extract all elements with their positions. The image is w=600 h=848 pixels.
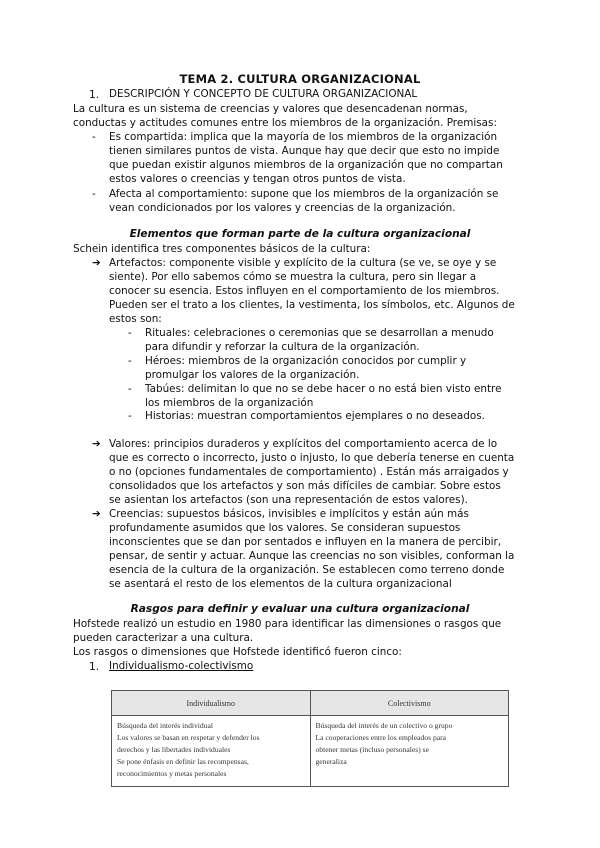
creencias-paragraph — [109, 507, 589, 592]
section-1-intro — [73, 102, 593, 130]
text-line: Héroes: miembros de la organización conocidos por cumplir y — [145, 355, 467, 367]
text-line: estos valores o creencias y tengan otros puntos de vista. — [109, 173, 406, 186]
section-2-heading: Elementos que forman parte de la cultura organizacional — [129, 228, 471, 240]
text-line: vean condicionados por los valores y creencias de la organización. — [109, 202, 456, 215]
text-line: Tabúes: delimitan lo que no se debe hacer o no está bien visto entre — [145, 383, 502, 395]
section-1-number: 1. — [89, 89, 100, 101]
section-1-heading: DESCRIPCIÓN Y CONCEPTO DE CULTURA ORGANIZACIONAL — [109, 88, 418, 100]
cell-line: generaliza — [315, 757, 347, 766]
table-header-row — [112, 691, 509, 716]
cell-line: La cooperaciones entre los empleados para — [315, 733, 447, 742]
text-line: Afecta al comportamiento: supone que los miembros de la organización se — [109, 188, 499, 200]
text-line: Historias: muestran comportamientos ejemplares o no deseados. — [145, 410, 485, 422]
text-line: los miembros de la organización — [145, 397, 314, 410]
text-line: consolidados que los artefactos y son más difíciles de cambiar. Sobre estos — [109, 480, 501, 493]
cell-line: derechos y las libertades individuales — [117, 745, 231, 754]
text-line: que puedan existir algunos miembros de la organización que no compartan — [109, 159, 503, 172]
text-line: conocer su esencia. Estos influyen en el comportamiento de los miembros. — [109, 285, 500, 298]
sub-item-rituales — [145, 326, 585, 354]
text-line: estos son: — [109, 313, 162, 326]
bullet-compartida — [109, 130, 589, 186]
arrow-bullet-icon: ➔ — [92, 508, 101, 520]
document-title: TEMA 2. CULTURA ORGANIZACIONAL — [179, 72, 421, 86]
text-line: tienen similares puntos de vista. Aunque hay que decir que esto no impide — [109, 145, 500, 158]
text-line: que es correcto o incorrecto, justo o injusto, lo que debería tenerse en cuenta — [109, 452, 515, 465]
text-line: o no (opciones fundamentales de comportamiento) . Están más arraigados y — [109, 466, 509, 479]
column-header-colectivismo: Colectivismo — [310, 691, 509, 716]
bullet-dash: - — [92, 188, 96, 200]
valores-paragraph — [109, 437, 589, 507]
text-line: Artefactos: componente visible y explícito de la cultura (se ve, se oye y se — [109, 257, 497, 269]
cell-line: Búsqueda del interés individual — [117, 721, 213, 730]
cell-line: Búsqueda del interés de un colectivo o grupo — [315, 721, 453, 730]
cell-line: Los valores se basan en respetar y defender los — [117, 733, 260, 742]
cell-line: obtener metas (incluso personales) se — [315, 745, 429, 754]
column-header-individualismo: Individualismo — [112, 691, 311, 716]
cell-colectivismo — [310, 716, 509, 787]
arrow-bullet-icon: ➔ — [92, 438, 101, 450]
cell-individualismo — [112, 716, 311, 787]
list-item-individualismo-colectivismo: Individualismo-colectivismo — [109, 660, 254, 672]
cell-line: Se pone énfasis en definir las recompensas, — [117, 757, 249, 766]
text-line: pueden caracterizar a una cultura. — [73, 632, 254, 645]
sub-item-heroes — [145, 354, 585, 382]
text-line: conductas y actitudes comunes entre los miembros de la organización. Premisas: — [73, 117, 497, 130]
section-3-intro — [73, 617, 593, 659]
sub-item-historias — [145, 409, 585, 423]
text-line: Los rasgos o dimensiones que Hofstede identificó fueron cinco: — [73, 646, 402, 659]
arrow-bullet-icon: ➔ — [92, 257, 101, 269]
text-line: esencia de la cultura de la organización. Se establecen como terreno donde — [109, 564, 505, 577]
sub-item-tabues — [145, 382, 585, 410]
text-line: siente). Por ello sabemos cómo se muestra la cultura, pero sin llegar a — [109, 271, 477, 284]
list-number: 1. — [89, 661, 100, 673]
text-line: para difundir y reforzar la cultura de la organización. — [145, 341, 420, 354]
text-line: profundamente asumidos que los valores. Se consideran supuestos — [109, 522, 461, 535]
section-3-heading: Rasgos para definir y evaluar una cultura organizacional — [130, 603, 470, 615]
text-line: inconscientes que se dan por sentados e influyen en la manera de percibir, — [109, 536, 502, 549]
text-line: pensar, de sentir y actuar. Aunque las creencias no son visibles, conforman la — [109, 550, 515, 563]
bullet-comportamiento — [109, 187, 589, 215]
bullet-dash: - — [92, 131, 96, 143]
sub-bullet-dash: - — [128, 327, 132, 339]
artefactos-paragraph — [109, 256, 589, 326]
sub-bullet-dash: - — [128, 410, 132, 422]
text-line: Hofstede realizó un estudio en 1980 para identificar las dimensiones o rasgos que — [73, 618, 502, 630]
text-line: Valores: principios duraderos y explícitos del comportamiento acerca de lo — [109, 438, 498, 450]
sub-bullet-dash: - — [128, 383, 132, 395]
text-line: se asentará el resto de los elementos de la cultura organizacional — [109, 578, 452, 591]
table-row — [112, 716, 509, 787]
text-line: promulgar los valores de la organización. — [145, 369, 360, 382]
sub-bullet-dash: - — [128, 355, 132, 367]
text-line: Pueden ser el trato a los clientes, la vestimenta, los símbolos, etc. Algunos de — [109, 299, 515, 312]
dimension-table — [111, 690, 509, 787]
text-line: La cultura es un sistema de creencias y valores que desencadenan normas, — [73, 103, 468, 115]
section-2-intro: Schein identifica tres componentes básicos de la cultura: — [73, 243, 371, 255]
text-line: Creencias: supuestos básicos, invisibles e implícitos y están aún más — [109, 508, 469, 520]
text-line: Rituales: celebraciones o ceremonias que se desarrollan a menudo — [145, 327, 494, 339]
text-line: Es compartida: implica que la mayoría de los miembros de la organización — [109, 131, 498, 143]
cell-line: reconocimientos y metas personales — [117, 769, 227, 778]
text-line: se asientan los artefactos (son una representación de estos valores). — [109, 494, 468, 507]
